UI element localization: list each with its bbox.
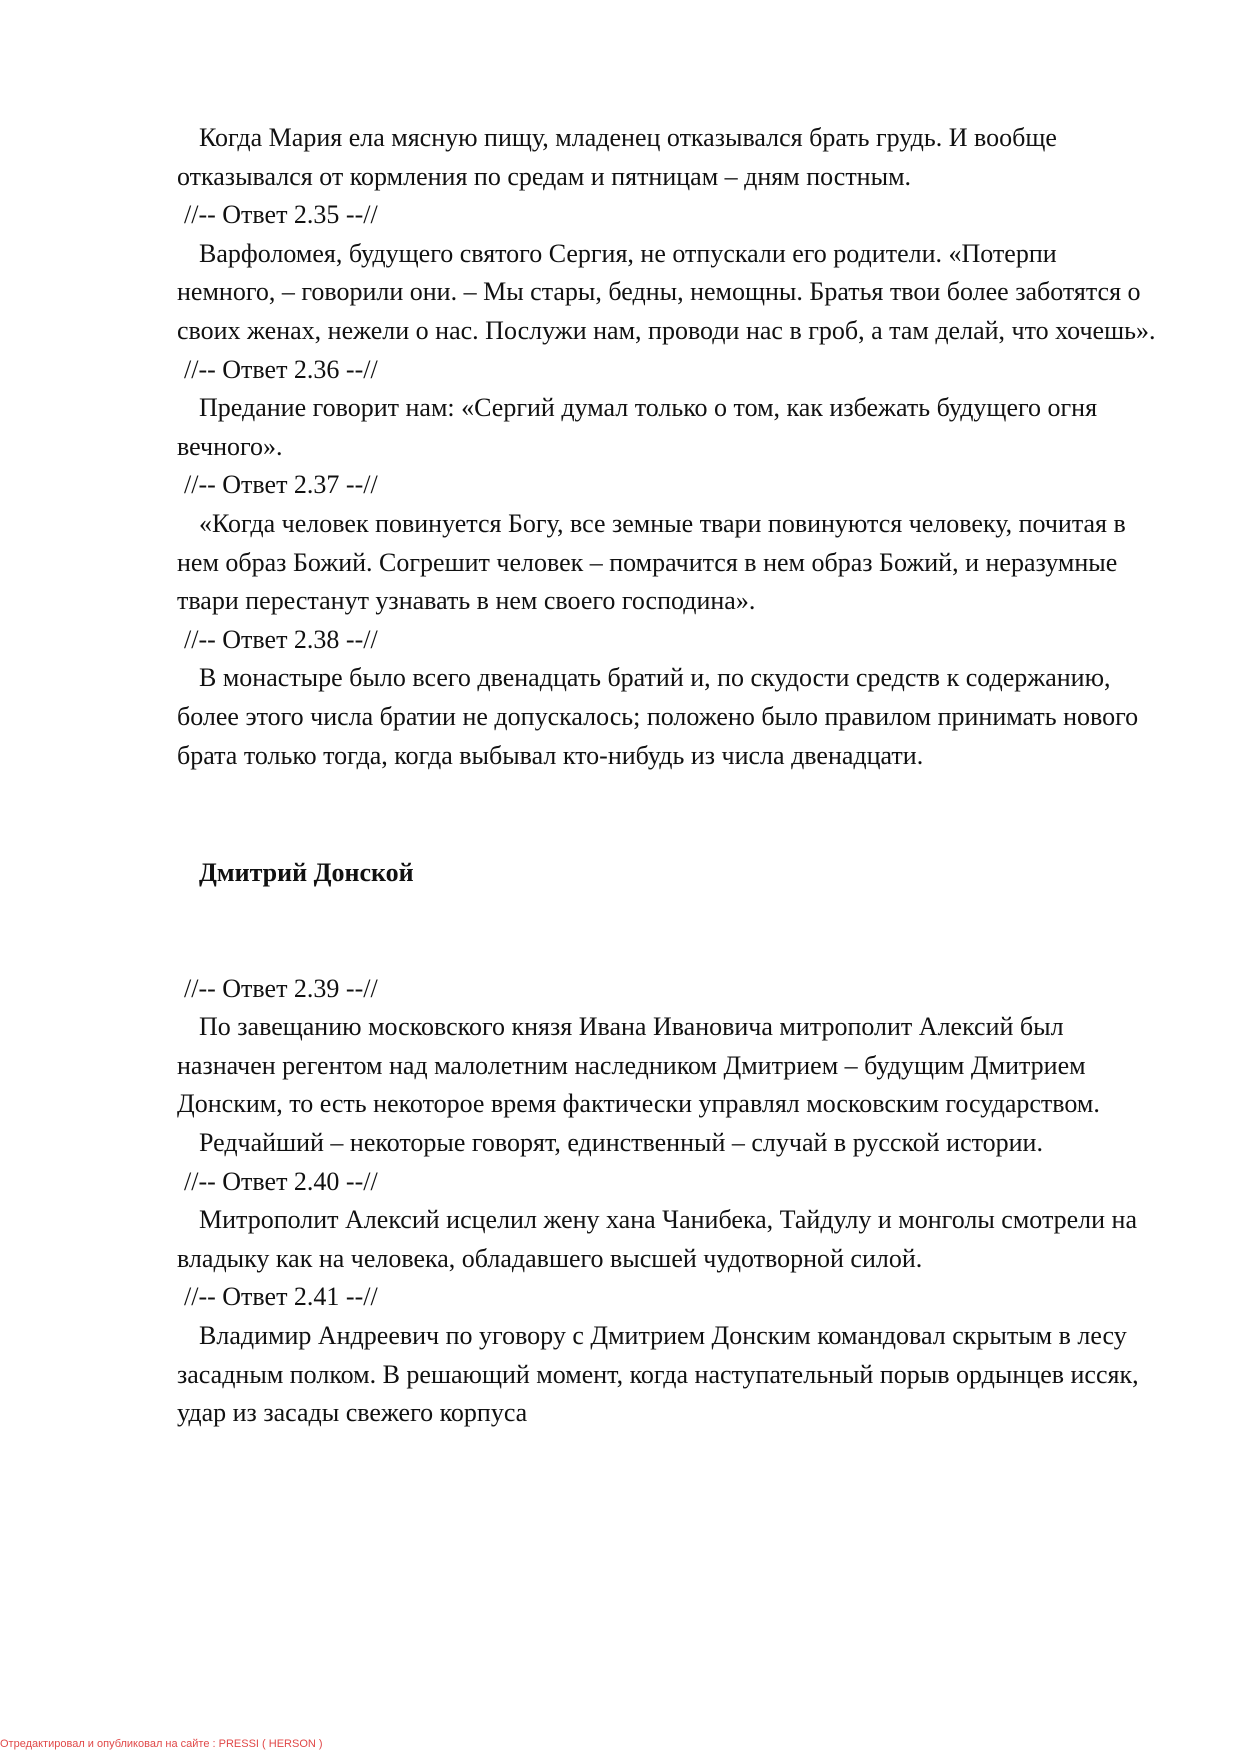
answer-marker-2-40: //-- Ответ 2.40 --// — [184, 1166, 378, 1196]
document-page — [177, 119, 1157, 1433]
answer-marker-2-36: //-- Ответ 2.36 --// — [184, 354, 378, 384]
paragraph-obraz-bozhiy: «Когда человек повинуется Богу, все земные твари повинуются человеку, почитая в нем образ Божий. Согрешит человек – помрачится в нем образ Божий, и неразумные твари перестанут узнавать в нем своего господина». — [177, 508, 1126, 616]
answer-marker-2-37: //-- Ответ 2.37 --// — [184, 470, 378, 500]
paragraph-monastery: В монастыре было всего двенадцать братий и, по скудости средств к содержанию, более этого числа братии не допускалось; положено было правилом принимать нового брата только тогда, когда выбывал кто-нибудь из числа двенадцати. — [177, 663, 1139, 770]
paragraph-regent: По завещанию московского князя Ивана Ивановича митрополит Алексий был назначен регентом над малолетним наследником Дмитрием – будущим Дмитрием Донским, то есть некоторое время фактически управлял московским государством. — [177, 1012, 1100, 1119]
answer-marker-2-39: //-- Ответ 2.39 --// — [184, 973, 378, 1003]
paragraph-varfolomey: Варфоломея, будущего святого Сергия, не отпускали его родители. «Потерпи немного, – говорили они. – Мы стары, бедны, немощны. Братья твои более заботятся о своих женах, нежели о нас. Послужи нам, проводи нас в гроб, а там делай, что хочешь». — [177, 238, 1156, 345]
paragraph-taydula: Митрополит Алексий исцелил жену хана Чанибека, Тайдулу и монголы смотрели на владыку как на человека, обладавшего высшей чудотворной силой. — [177, 1205, 1138, 1273]
paragraph-maria: Когда Мария ела мясную пищу, младенец отказывался брать грудь. И вообще отказывался от кормления по средам и пятницам – дням постным. — [177, 123, 1057, 191]
paragraph-rare-case: Редчайший – некоторые говорят, единственный – случай в русской истории. — [199, 1128, 1043, 1158]
spacer — [177, 893, 1157, 970]
answer-marker-2-38: //-- Ответ 2.38 --// — [184, 624, 378, 654]
spacer — [177, 775, 1157, 854]
answer-marker-2-41: //-- Ответ 2.41 --// — [184, 1282, 378, 1312]
publisher-footer-note: Отредактировал и опубликовал на сайте : PRESSI ( HERSON ) — [0, 1738, 323, 1750]
paragraph-predanie: Предание говорит нам: «Сергий думал только о том, как избежать будущего огня вечного». — [177, 393, 1098, 461]
answer-marker-2-35: //-- Ответ 2.35 --// — [184, 200, 378, 230]
paragraph-vladimir-andreevich: Владимир Андреевич по уговору с Дмитрием Донским командовал скрытым в лесу засадным полком. В решающий момент, когда наступательный порыв ордынцев иссяк, удар из засады свежего корпуса — [177, 1321, 1139, 1428]
section-heading-dmitry-donskoy: Дмитрий Донской — [199, 858, 414, 888]
